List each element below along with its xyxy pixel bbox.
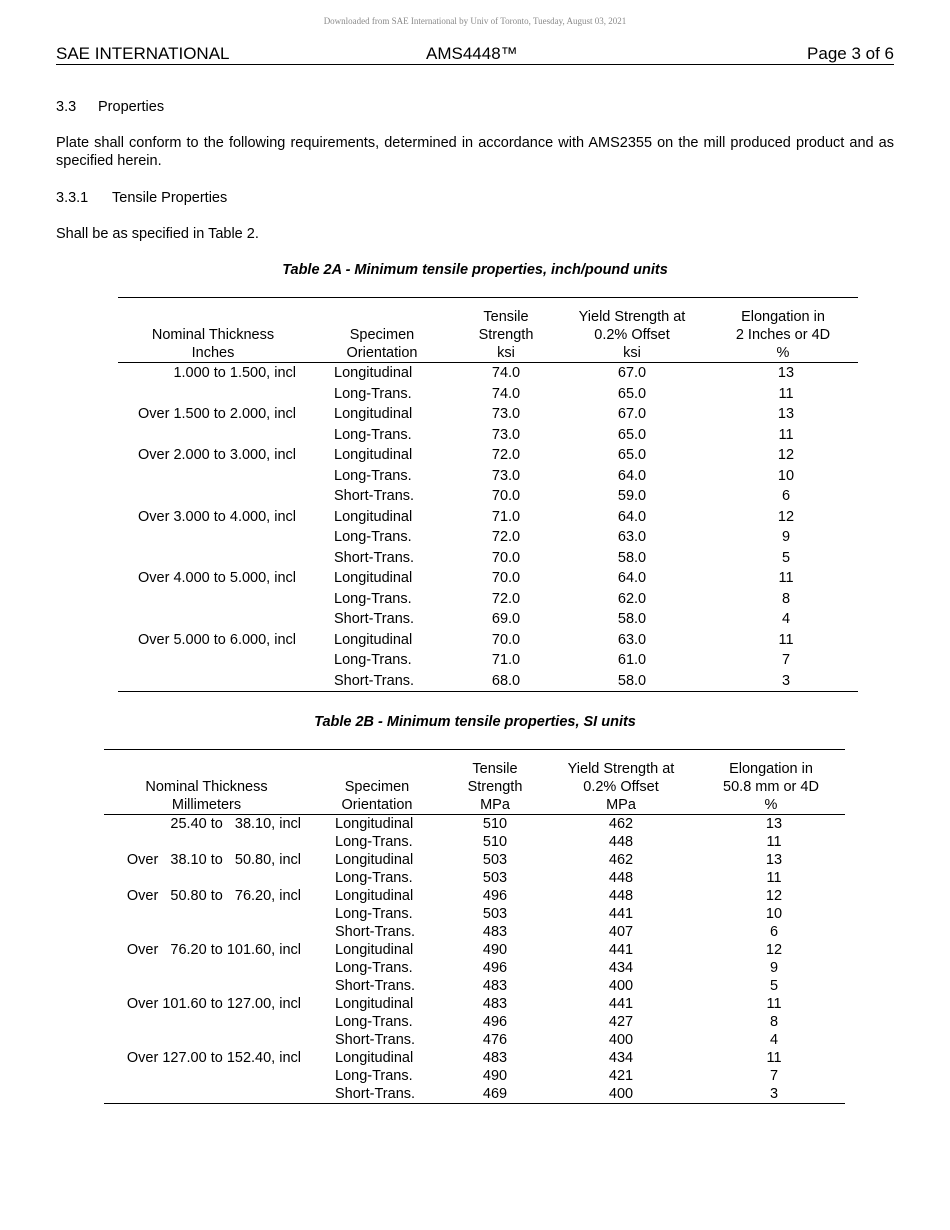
cell-orientation: Long-Trans. xyxy=(335,870,413,886)
cell-tensile: 469 xyxy=(445,1085,545,1104)
cell-tensile: 483 xyxy=(482,1050,508,1066)
table-row xyxy=(118,363,858,384)
cell-tensile: 496 xyxy=(482,1014,508,1030)
cell-yield: 64.0 xyxy=(617,508,647,525)
cell-elongation: 12 xyxy=(765,942,783,958)
cell-tensile: 483 xyxy=(482,924,508,940)
cell-elongation: 7 xyxy=(769,1068,779,1084)
table-row xyxy=(104,941,845,959)
table-row xyxy=(104,923,845,941)
cell-yield: 67.0 xyxy=(617,406,647,423)
cell-thickness: Over 5.000 to 6.000, incl xyxy=(138,631,296,648)
table-row xyxy=(104,1085,845,1104)
cell-elongation: 11 xyxy=(766,870,782,886)
cell-tensile: 490 xyxy=(482,1068,508,1084)
cell-yield: 65.0 xyxy=(617,426,647,443)
cell-elongation: 13 xyxy=(765,852,783,868)
download-notice: Downloaded from SAE International by Univ of Toronto, Tuesday, August 03, 2021 xyxy=(323,16,627,26)
cell-thickness xyxy=(104,1013,309,1031)
cell-orientation: Longitudinal xyxy=(334,447,413,464)
table-2b-title: Table 2B - Minimum tensile properties, SI units xyxy=(314,714,636,730)
table-row xyxy=(104,905,845,923)
cell-thickness xyxy=(104,959,309,977)
table-row xyxy=(118,404,858,425)
cell-yield: 65.0 xyxy=(617,447,647,464)
cell-thickness xyxy=(104,1031,309,1049)
cell-orientation: Short-Trans. xyxy=(335,924,416,940)
cell-thickness xyxy=(118,671,308,692)
cell-orientation: Short-Trans. xyxy=(334,549,415,566)
cell-yield: 63.0 xyxy=(617,631,647,648)
cell-thickness xyxy=(118,548,308,569)
cell-thickness: Over 38.10 to 50.80, incl xyxy=(126,852,301,868)
section-title: Tensile Properties xyxy=(112,190,228,206)
cell-elongation: 12 xyxy=(777,447,795,464)
cell-tensile: 71.0 xyxy=(491,508,521,525)
table-row xyxy=(118,527,858,548)
cell-elongation: 8 xyxy=(781,590,791,607)
header-yield: Yield Strength at 0.2% Offset ksi xyxy=(556,298,708,363)
cell-tensile: 510 xyxy=(482,834,508,850)
cell-tensile: 490 xyxy=(482,942,508,958)
cell-elongation: 7 xyxy=(781,652,791,669)
table-row xyxy=(118,507,858,528)
cell-tensile: 70.0 xyxy=(491,549,521,566)
cell-tensile: 72.0 xyxy=(491,590,521,607)
cell-elongation: 13 xyxy=(777,365,795,382)
header-yield: Yield Strength at 0.2% Offset MPa xyxy=(545,750,697,815)
cell-elongation: 10 xyxy=(777,467,795,484)
section-number: 3.3.1 xyxy=(56,190,89,206)
section-3-3-text: Plate shall conform to the following requirements, determined in accordance with AMS2355 on the mill produced product and as specified herein. xyxy=(56,135,894,169)
cell-orientation: Long-Trans. xyxy=(334,529,412,546)
cell-orientation: Short-Trans. xyxy=(334,611,415,628)
table-row xyxy=(104,887,845,905)
cell-orientation: Long-Trans. xyxy=(334,467,412,484)
table-row xyxy=(104,1067,845,1085)
cell-orientation: Longitudinal xyxy=(334,570,413,587)
cell-tensile: 503 xyxy=(482,906,508,922)
cell-yield: 63.0 xyxy=(617,529,647,546)
cell-elongation: 6 xyxy=(769,924,779,940)
cell-tensile: 72.0 xyxy=(491,529,521,546)
cell-yield: 462 xyxy=(608,852,634,868)
cell-thickness xyxy=(104,833,309,851)
cell-elongation: 6 xyxy=(781,488,791,505)
cell-yield: 65.0 xyxy=(617,385,647,402)
cell-yield: 421 xyxy=(608,1068,634,1084)
header-elongation: Elongation in 50.8 mm or 4D % xyxy=(697,750,845,815)
cell-tensile: 496 xyxy=(482,960,508,976)
cell-thickness: 1.000 to 1.500, incl xyxy=(173,365,296,382)
cell-orientation: Short-Trans. xyxy=(308,671,456,692)
cell-tensile: 483 xyxy=(482,996,508,1012)
cell-elongation: 11 xyxy=(778,570,794,587)
header-page-number: Page 3 of 6 xyxy=(807,44,894,63)
cell-yield: 462 xyxy=(608,816,634,832)
header-thickness: Nominal Thickness Millimeters xyxy=(104,750,309,815)
cell-thickness xyxy=(118,650,308,671)
cell-elongation: 9 xyxy=(781,529,791,546)
header-orientation: Specimen Orientation xyxy=(308,298,456,363)
cell-thickness xyxy=(118,486,308,507)
table-2a xyxy=(118,297,858,692)
cell-thickness xyxy=(118,466,308,487)
section-title: Properties xyxy=(98,99,165,115)
cell-elongation: 11 xyxy=(766,996,782,1012)
cell-elongation: 11 xyxy=(766,1050,782,1066)
cell-orientation: Longitudinal xyxy=(335,942,414,958)
cell-yield: 400 xyxy=(545,1085,697,1104)
cell-elongation: 5 xyxy=(781,549,791,566)
cell-thickness: Over 101.60 to 127.00, incl xyxy=(126,996,301,1012)
cell-elongation: 10 xyxy=(765,906,783,922)
cell-orientation: Short-Trans. xyxy=(334,488,415,505)
cell-orientation: Short-Trans. xyxy=(335,1032,416,1048)
table-row xyxy=(104,1049,845,1067)
cell-orientation: Longitudinal xyxy=(334,406,413,423)
table-row xyxy=(118,548,858,569)
cell-orientation: Short-Trans. xyxy=(309,1085,445,1104)
cell-elongation: 5 xyxy=(769,978,779,994)
section-3-3-heading xyxy=(56,98,894,116)
cell-thickness: Over 50.80 to 76.20, incl xyxy=(126,888,301,904)
header-org: SAE INTERNATIONAL xyxy=(56,44,230,63)
cell-elongation: 9 xyxy=(769,960,779,976)
cell-thickness: 25.40 to 38.10, incl xyxy=(170,816,301,832)
table-row xyxy=(118,425,858,446)
cell-yield: 62.0 xyxy=(617,590,647,607)
cell-tensile: 74.0 xyxy=(491,385,521,402)
cell-yield: 441 xyxy=(608,996,634,1012)
cell-orientation: Long-Trans. xyxy=(335,960,413,976)
cell-elongation: 11 xyxy=(778,426,794,443)
cell-yield: 441 xyxy=(608,906,634,922)
header-thickness: Nominal Thickness Inches xyxy=(118,298,308,363)
cell-thickness: Over 2.000 to 3.000, incl xyxy=(138,447,296,464)
table-row xyxy=(104,833,845,851)
cell-tensile: 70.0 xyxy=(491,631,521,648)
cell-yield: 400 xyxy=(608,1032,634,1048)
cell-orientation: Short-Trans. xyxy=(335,978,416,994)
cell-tensile: 70.0 xyxy=(491,570,521,587)
cell-yield: 64.0 xyxy=(617,570,647,587)
cell-tensile: 496 xyxy=(482,888,508,904)
cell-tensile: 503 xyxy=(482,852,508,868)
table-2b xyxy=(104,749,845,1104)
table-header-row xyxy=(118,298,858,363)
cell-yield: 434 xyxy=(608,960,634,976)
cell-elongation: 11 xyxy=(766,834,782,850)
cell-yield: 59.0 xyxy=(617,488,647,505)
cell-thickness xyxy=(118,425,308,446)
cell-thickness xyxy=(118,609,308,630)
cell-yield: 448 xyxy=(608,834,634,850)
cell-orientation: Long-Trans. xyxy=(335,834,413,850)
cell-yield: 448 xyxy=(608,888,634,904)
cell-elongation: 3 xyxy=(697,1085,845,1104)
cell-elongation: 11 xyxy=(778,385,794,402)
cell-thickness: Over 127.00 to 152.40, incl xyxy=(126,1050,301,1066)
cell-thickness xyxy=(104,1067,309,1085)
table-row xyxy=(104,815,845,834)
cell-orientation: Longitudinal xyxy=(335,996,414,1012)
cell-yield: 407 xyxy=(608,924,634,940)
table-row xyxy=(118,609,858,630)
cell-tensile: 503 xyxy=(482,870,508,886)
table-row xyxy=(118,568,858,589)
cell-tensile: 73.0 xyxy=(491,406,521,423)
table-row xyxy=(118,671,858,692)
cell-yield: 67.0 xyxy=(617,365,647,382)
cell-thickness: Over 4.000 to 5.000, incl xyxy=(138,570,296,587)
table-row xyxy=(118,589,858,610)
cell-elongation: 12 xyxy=(765,888,783,904)
table-2a-title: Table 2A - Minimum tensile properties, inch/pound units xyxy=(282,262,668,278)
cell-yield: 434 xyxy=(608,1050,634,1066)
table-row xyxy=(104,977,845,995)
cell-yield: 427 xyxy=(608,1014,634,1030)
cell-yield: 64.0 xyxy=(617,467,647,484)
cell-yield: 58.0 xyxy=(617,611,647,628)
cell-tensile: 71.0 xyxy=(491,652,521,669)
cell-orientation: Long-Trans. xyxy=(334,652,412,669)
cell-tensile: 68.0 xyxy=(456,671,556,692)
table-row xyxy=(118,384,858,405)
table-row xyxy=(104,869,845,887)
cell-tensile: 69.0 xyxy=(491,611,521,628)
cell-thickness: Over 3.000 to 4.000, incl xyxy=(138,508,296,525)
cell-thickness xyxy=(118,527,308,548)
cell-tensile: 483 xyxy=(482,978,508,994)
cell-orientation: Longitudinal xyxy=(334,508,413,525)
cell-tensile: 73.0 xyxy=(491,426,521,443)
table-row xyxy=(118,445,858,466)
cell-yield: 58.0 xyxy=(617,549,647,566)
table-row xyxy=(104,851,845,869)
table-header-row xyxy=(104,750,845,815)
header-doc-number: AMS4448™ xyxy=(426,44,518,63)
cell-orientation: Long-Trans. xyxy=(335,1068,413,1084)
cell-thickness xyxy=(118,384,308,405)
cell-orientation: Longitudinal xyxy=(334,365,413,382)
header-tensile: Tensile Strength MPa xyxy=(445,750,545,815)
cell-orientation: Long-Trans. xyxy=(334,590,412,607)
cell-orientation: Longitudinal xyxy=(335,1050,414,1066)
table-row xyxy=(104,1031,845,1049)
cell-tensile: 73.0 xyxy=(491,467,521,484)
table-row xyxy=(118,466,858,487)
cell-tensile: 476 xyxy=(482,1032,508,1048)
cell-yield: 61.0 xyxy=(617,652,647,669)
cell-thickness xyxy=(104,923,309,941)
section-number: 3.3 xyxy=(56,99,77,115)
cell-yield: 448 xyxy=(608,870,634,886)
header-tensile: Tensile Strength ksi xyxy=(456,298,556,363)
cell-elongation: 13 xyxy=(777,406,795,423)
cell-elongation: 12 xyxy=(777,508,795,525)
section-3-3-1-heading xyxy=(56,189,894,207)
cell-orientation: Longitudinal xyxy=(334,631,413,648)
cell-thickness: Over 1.500 to 2.000, incl xyxy=(138,406,296,423)
cell-elongation: 8 xyxy=(769,1014,779,1030)
cell-thickness xyxy=(104,977,309,995)
cell-orientation: Longitudinal xyxy=(335,852,414,868)
table-row xyxy=(118,650,858,671)
table-row xyxy=(118,630,858,651)
cell-yield: 58.0 xyxy=(556,671,708,692)
header-orientation: Specimen Orientation xyxy=(309,750,445,815)
cell-thickness: Over 76.20 to 101.60, incl xyxy=(126,942,301,958)
cell-elongation: 11 xyxy=(778,631,794,648)
cell-tensile: 510 xyxy=(482,816,508,832)
cell-orientation: Long-Trans. xyxy=(334,385,412,402)
cell-elongation: 13 xyxy=(765,816,783,832)
cell-yield: 400 xyxy=(608,978,634,994)
cell-orientation: Long-Trans. xyxy=(334,426,412,443)
cell-orientation: Longitudinal xyxy=(335,816,414,832)
cell-tensile: 74.0 xyxy=(491,365,521,382)
header-elongation: Elongation in 2 Inches or 4D % xyxy=(708,298,858,363)
cell-thickness xyxy=(104,905,309,923)
cell-elongation: 4 xyxy=(769,1032,779,1048)
table-row xyxy=(104,1013,845,1031)
cell-orientation: Longitudinal xyxy=(335,888,414,904)
cell-elongation: 4 xyxy=(781,611,791,628)
cell-orientation: Long-Trans. xyxy=(335,906,413,922)
cell-yield: 441 xyxy=(608,942,634,958)
cell-tensile: 72.0 xyxy=(491,447,521,464)
cell-tensile: 70.0 xyxy=(491,488,521,505)
table-row xyxy=(118,486,858,507)
table-row xyxy=(104,995,845,1013)
cell-thickness xyxy=(118,589,308,610)
table-row xyxy=(104,959,845,977)
cell-orientation: Long-Trans. xyxy=(335,1014,413,1030)
section-3-3-1-text: Shall be as specified in Table 2. xyxy=(56,226,259,242)
cell-thickness xyxy=(104,1085,309,1104)
page-header xyxy=(56,44,894,65)
cell-elongation: 3 xyxy=(708,671,858,692)
cell-thickness xyxy=(104,869,309,887)
